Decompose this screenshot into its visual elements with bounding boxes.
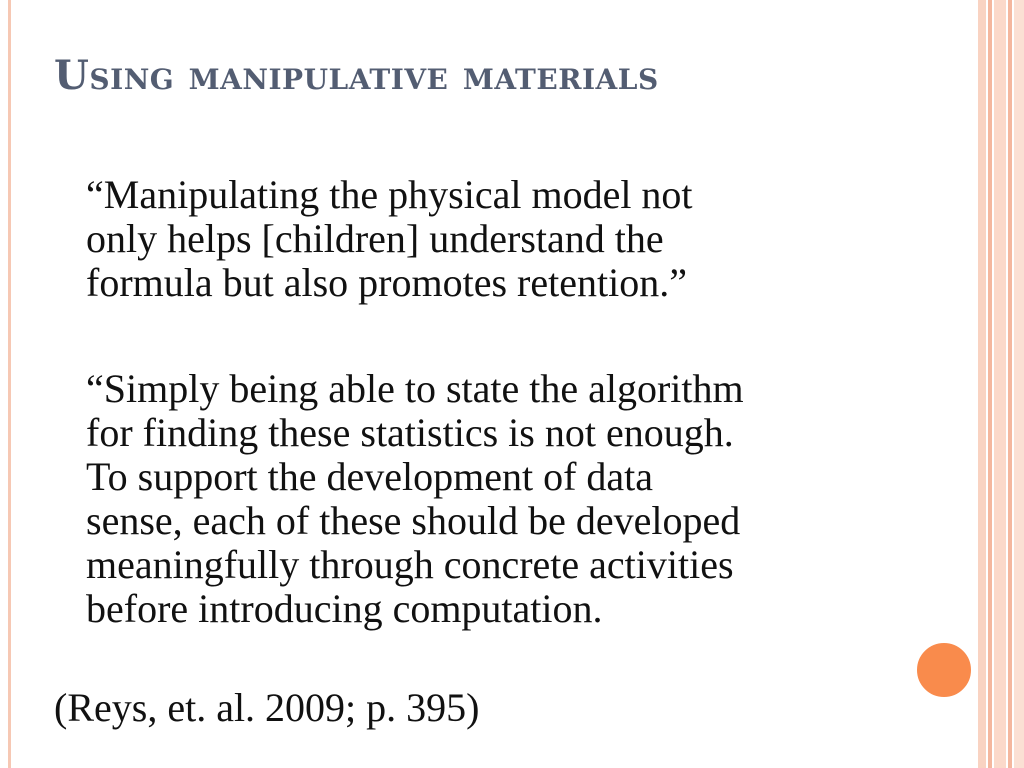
quote-line: To support the development of data bbox=[86, 454, 654, 499]
quote-paragraph-2 bbox=[86, 367, 966, 631]
quote-line: only helps [children] understand the bbox=[86, 216, 664, 261]
quote-line: formula but also promotes retention.” bbox=[86, 260, 687, 305]
right-decorative-stripe bbox=[1008, 0, 1012, 768]
quote-line: “Manipulating the physical model not bbox=[86, 172, 693, 217]
quote-line: before introducing computation. bbox=[86, 586, 603, 631]
quote-line: sense, each of these should be developed bbox=[86, 498, 741, 543]
decorative-circle bbox=[914, 640, 974, 700]
right-decorative-stripe bbox=[988, 0, 992, 768]
slide-title: Using manipulative materials bbox=[54, 52, 659, 99]
quote-line: “Simply being able to state the algorithm bbox=[86, 366, 744, 411]
citation: (Reys, et. al. 2009; p. 395) bbox=[54, 685, 480, 730]
quote-line: meaningfully through concrete activities bbox=[86, 542, 734, 587]
quote-paragraph-1 bbox=[86, 173, 966, 305]
left-decorative-stripe bbox=[8, 0, 11, 768]
quote-line: for finding these statistics is not enough. bbox=[86, 410, 734, 455]
right-decorative-stripe bbox=[1014, 0, 1024, 768]
right-decorative-stripe bbox=[994, 0, 1006, 768]
right-decorative-stripe bbox=[978, 0, 986, 768]
